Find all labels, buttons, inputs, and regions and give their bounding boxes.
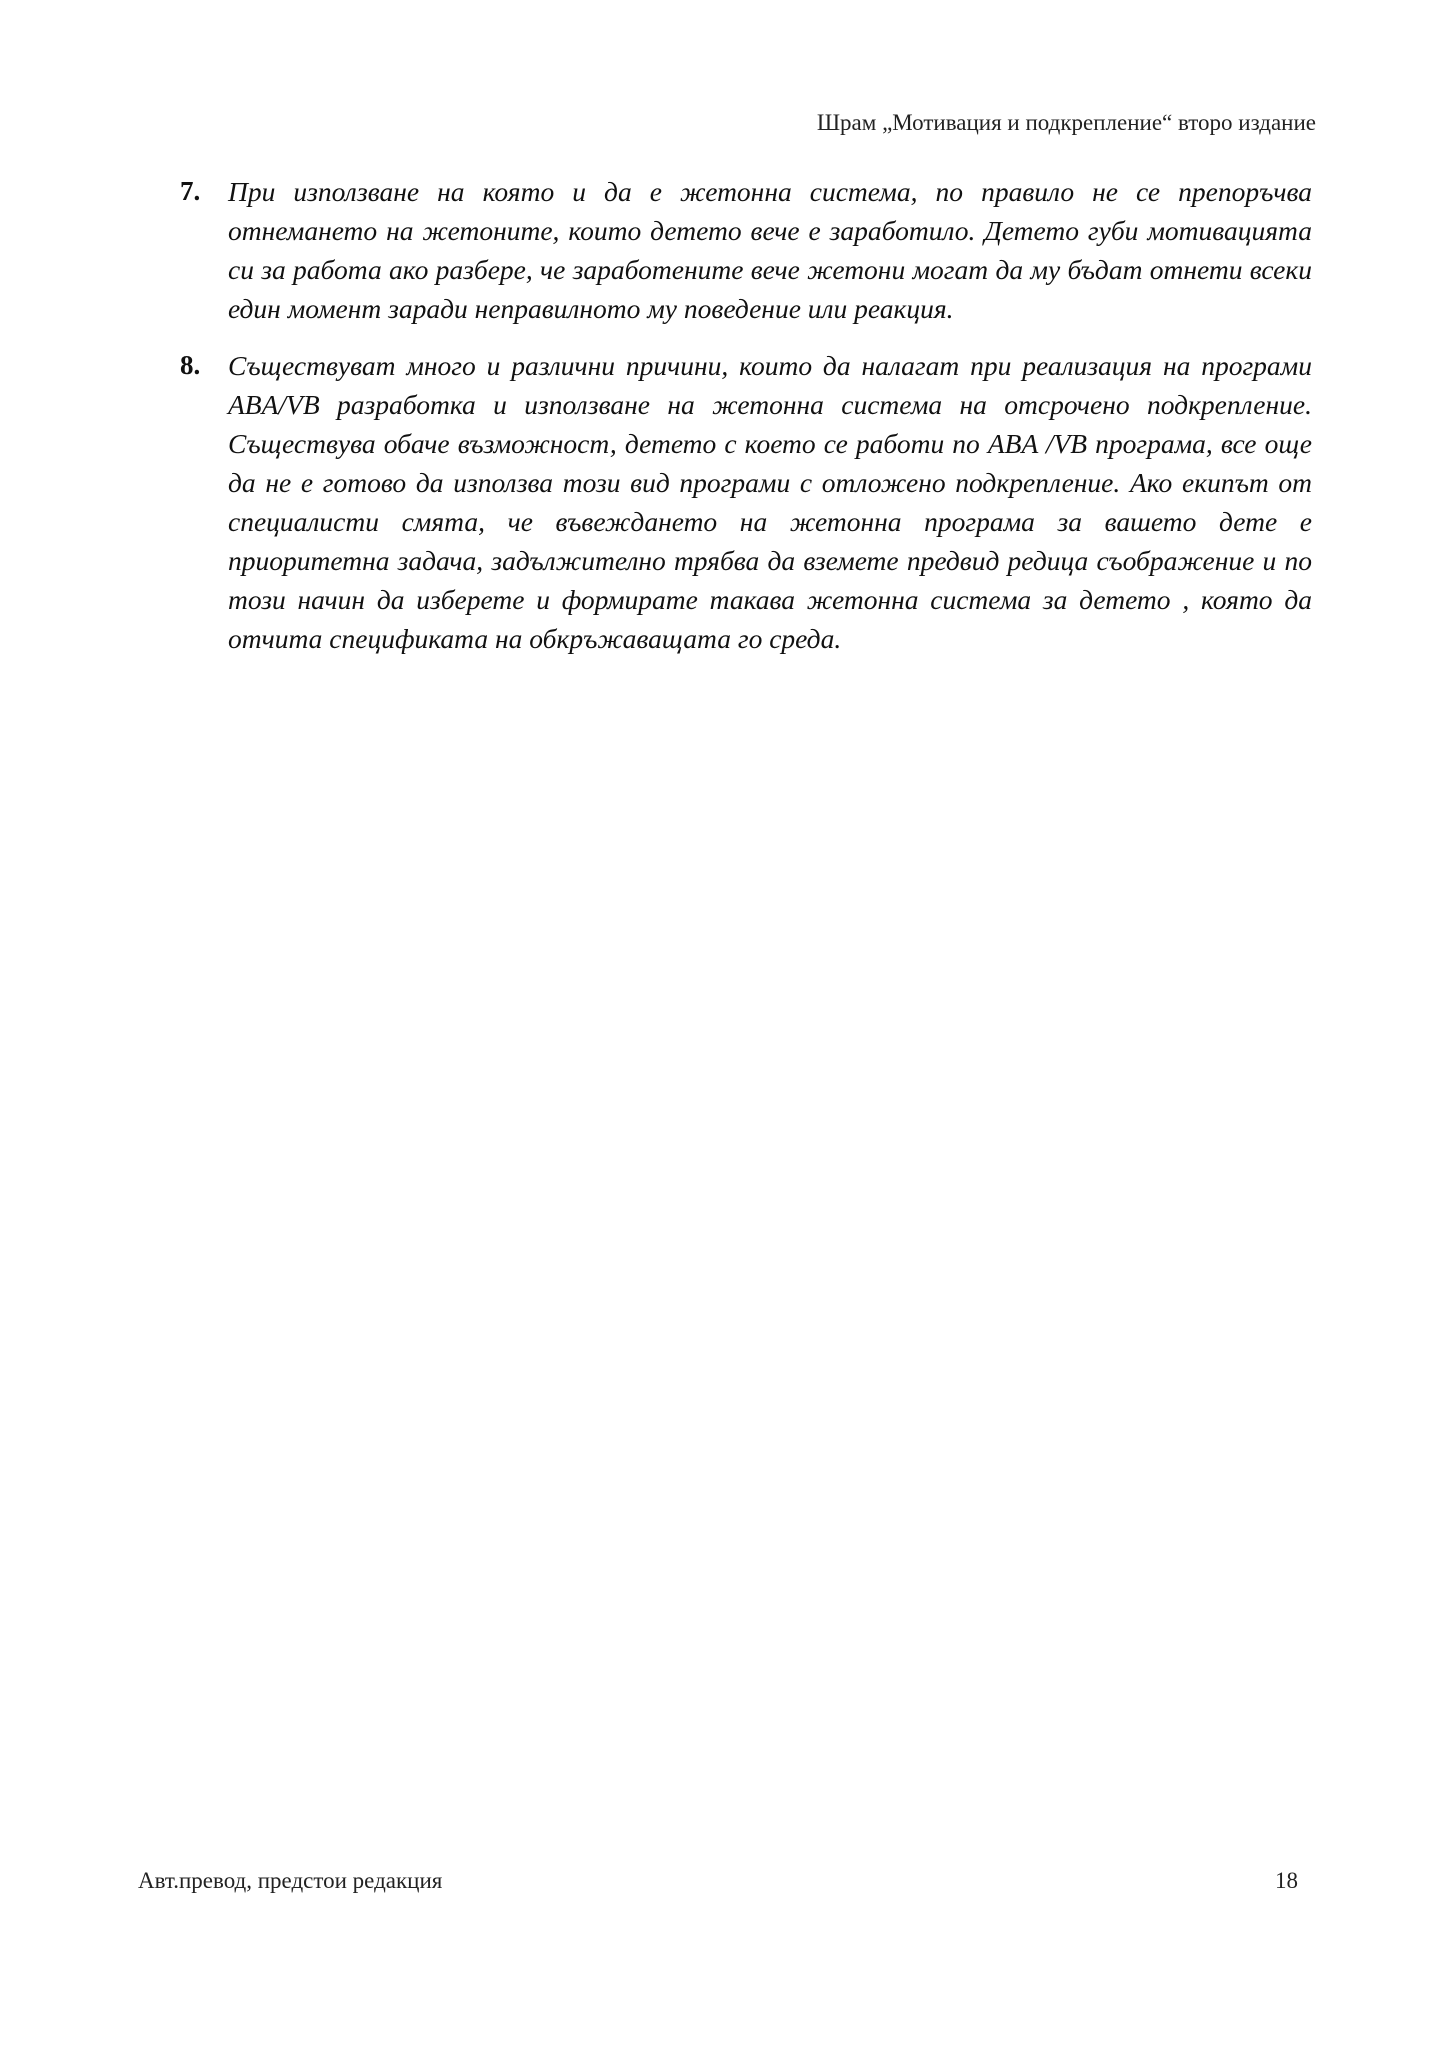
running-header: Шрам „Мотивация и подкрепление“ второ издание <box>816 110 1316 135</box>
page-number: 18 <box>1275 1868 1298 1893</box>
list-item-text: Съществуват много и различни причини, които да налагат при реализация на програми ABA/VB разработка и използване на жетонна система на отсрочено подкрепление. Съществува обаче възможност, детето с което се работи по ABA /VB програма, все още да не е готово да използва този вид програми с отложено подкрепление. Ако екипът от специалисти смята, че въвеждането на жетонна програма за вашето дете е приоритетна задача, задължително трябва да вземете предвид редица съображение и по този начин да изберете и формирате такава жетонна система за детето , която да отчита спецификата на обкръжаващата го среда. <box>228 350 1312 654</box>
list-item-number: 8. <box>180 350 201 380</box>
page-content <box>180 172 1312 676</box>
list-item <box>180 346 1312 658</box>
list-item-text: При използване на която и да е жетонна система, по правило не се препоръчва отнемането на жетоните, които детето вече е заработило. Детето губи мотивацията си за работа ако разбере, че заработените вече жетони могат да му бъдат отнети всеки един момент заради неправилното му поведение или реакция. <box>228 176 1312 324</box>
list-item-number: 7. <box>180 176 201 206</box>
footer-note: Авт.превод, предстои редакция <box>138 1868 443 1893</box>
list-item <box>180 172 1312 328</box>
